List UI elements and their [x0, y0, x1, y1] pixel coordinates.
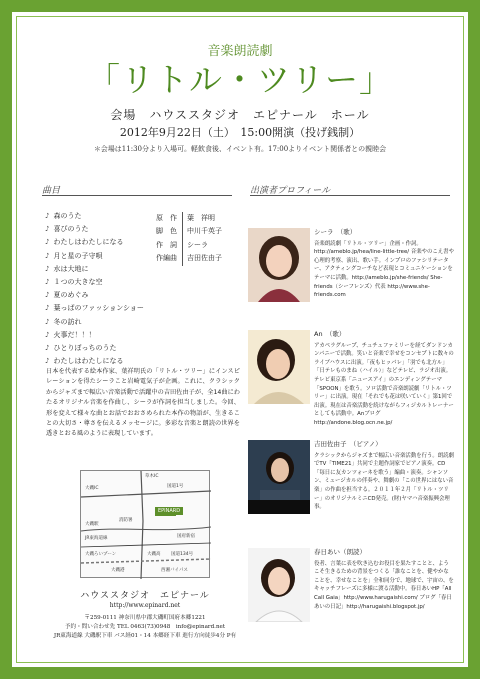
- music-note-icon: ♪: [45, 330, 50, 339]
- music-note-icon: ♪: [45, 357, 50, 366]
- performer-photo: [248, 330, 310, 404]
- song-item: ♪ 冬の訪れ: [45, 317, 82, 326]
- portrait-yoshida: [248, 440, 310, 514]
- song-item: ♪ 葉っぱのファッションショー: [45, 304, 144, 313]
- access: JR東海道線 大磯駅下車 バス経01・14 本郷経下車 進行方向徒歩4分 P有: [53, 633, 237, 640]
- music-note-icon: ♪: [45, 304, 50, 313]
- performer-profile: 吉田佐由子 （ピアノ） クラシックからジャズまで幅広い音楽活動を行う。朗読劇でTV「TIME21」共同で主題作詞家でピアノ演奏。CD「毎日に友カンツォーネを歌う」編曲・演奏。シャンソン、ミュージカルの伴奏や、舞劇の「この世界にはない音楽」の作曲を担当する。２０１１年２月「リトル・ツリー」のオリジナルミニCD発売。(財)ヤマハ音楽振興会理事。: [314, 440, 454, 511]
- music-note-icon: ♪: [45, 238, 50, 247]
- event-subtitle: 音楽朗読劇: [207, 44, 273, 59]
- credit-row: 作編曲 吉田佐由子: [156, 252, 236, 265]
- song-item: ♪ ひとりぼっちのうた: [45, 343, 117, 352]
- venue-line: 会場 ハウススタジオ エピナール ホール: [110, 108, 370, 122]
- credit-row: 原 作 葉 祥明: [156, 212, 236, 225]
- music-note-icon: ♪: [45, 212, 50, 220]
- phone: 予約・問い合わせ先 TEL 0463(73)0948 info@epinard.net: [64, 624, 226, 631]
- music-note-icon: ♪: [45, 251, 50, 260]
- credit-row: 作 詞 シーラ: [156, 239, 236, 252]
- music-note-icon: ♪: [45, 277, 50, 286]
- performers-heading: 出演者プロフィール: [250, 183, 450, 196]
- admission-note: ＊会場は11:30分より入場可。軽飲食後、イベント有。17:00よりイベント関係者との親睦会: [93, 145, 387, 153]
- song-item: ♪ 森のうた: [45, 212, 82, 220]
- credits: [156, 212, 236, 266]
- song-item: ♪ 火事だ！！！: [45, 330, 96, 339]
- performer-photo: [248, 440, 310, 514]
- program-heading: 曲目: [42, 183, 232, 196]
- song-item: ♪ 喜びのうた: [45, 225, 89, 234]
- music-note-icon: ♪: [45, 343, 50, 352]
- portrait-kasuga: [248, 548, 310, 622]
- music-note-icon: ♪: [45, 291, 50, 300]
- event-title: 「リトル・ツリー」: [87, 60, 393, 99]
- song-item: ♪ 夏のめぐみ: [45, 291, 89, 300]
- venue-marker: EPINARD: [155, 507, 183, 515]
- song-item: ♪ １つの大きな空: [45, 277, 103, 286]
- contact-info: [0, 614, 290, 642]
- date-line: 2012年9月22日（土） 15:00開演（投げ銭制）: [119, 126, 361, 139]
- performer-profile: シーラ （歌） 音楽朗読劇「リトル・ツリー」企画・作詞。http://ameblo.jp/hea/line-little-tree/ 音楽やのこえ書や心理的考察、演出、歌い手。インプロのファシリテーター、アクティングコーチなど表現とコミュニケーションをテーマに活動。http://ameblo.jp/she-friends/ She-friends（シーフレンズ）代表 http://www.she-friends.com: [314, 228, 454, 299]
- credit-row: 脚 色 中川千英子: [156, 225, 236, 238]
- song-item: ♪ 水は大地に: [45, 264, 89, 273]
- program-description: 日本を代表する絵本作家、葉祥明氏の「リトル・ツリー」にインスピレーションを得たシーラこと岩崎電気子が企画。これに、クラシックからジャズまで幅広い音楽活動で活躍中の吉田佐由子が、全14曲にわたるオリジナル音楽を作曲し、シーラが作詞を担当しました。今回、形を変えて様々な曲とお話でおおさめられた本作の物語が、生きることの大切さ・尊さを伝えるメッセージに。多彩な音楽と朗読の世界を透きとおる風のように表現しています。: [46, 368, 240, 438]
- performer-profile: 春日あい（朗読） 役者、言葉に表を吹き込むお役目を果たすことと、ようこそ生きるための背景をつくる「誰なことを、健やかなことを、幸せなことを」全和同分で、地球で、宇宙の、をキャッチフレーズに多様に渡る活動中。春日あいHP「All Call Gaia」http://www.harugaishi.com/ ブログ「春日あいの日記」http://harugaishi.blogspot.jp/: [314, 548, 454, 610]
- song-list: [45, 210, 155, 368]
- studio-name: ハウススタジオ エピナール: [80, 591, 210, 601]
- song-item: ♪ わたしはわたしになる: [45, 357, 124, 366]
- performer-profile: An （歌） アカペラグループ、チュチュファミリーを経てダンドンカンパニーで活動。笑いと音楽で幸せをコンセプトに数々のライブハウスに出演。「夜もヒッパレ」「羽でも北方ル」「日テレものまね（ハイル）」などテレビ、ラジオ出演。テレビ東京系「ニュースアイ」のエンディングテーマ「SPOON」を歌う。ソロ活動で音楽朗読劇「リトル・ツリー」に出演。現在「それでも花は咲いていく」第1回で出演。現在は音楽活動を続けながらフィジカルトレーナーとしても活動中。Anブログhttp://andone.blog.ocn.ne.jp/: [314, 330, 454, 426]
- music-note-icon: ♪: [45, 264, 50, 273]
- address: 〒259-0111 神奈川県中郡大磯町国府本郷1221: [84, 615, 206, 621]
- performer-photo: [248, 548, 310, 622]
- portrait-sheila: [248, 228, 310, 302]
- song-item: ♪ 月と星の子守唄: [45, 251, 103, 260]
- access-map: 草木IC 大磯IC 国道1号 消防署 大磯駅 JR東海道線 国府新宿 大磯ろいプーン 大磯高 国道134号 大磯港 西湘バイパス EPINARD: [80, 470, 210, 578]
- music-note-icon: ♪: [45, 317, 50, 326]
- music-note-icon: ♪: [45, 225, 50, 234]
- song-item: ♪ わたしはわたしになる: [45, 238, 124, 247]
- map-roads: [81, 471, 211, 579]
- performer-photo: [248, 228, 310, 302]
- studio-url[interactable]: http://www.epinard.net: [109, 602, 181, 609]
- portrait-an: [248, 330, 310, 404]
